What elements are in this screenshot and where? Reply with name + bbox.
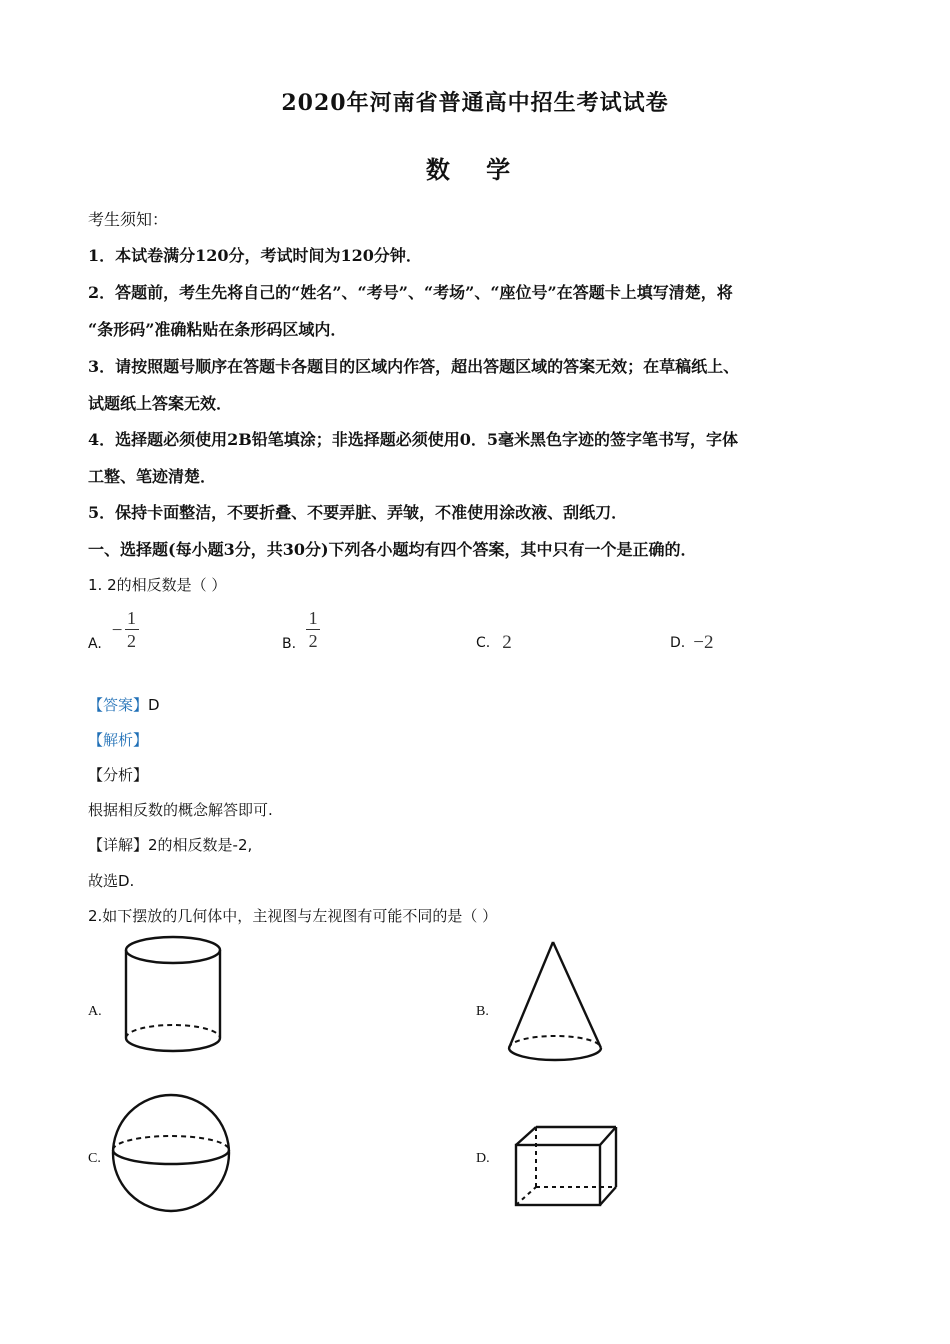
- q1-option-b-label: B.: [282, 636, 297, 652]
- q1-option-a-label: A.: [88, 636, 102, 652]
- note-2b: “条形码”准确粘贴在条形码区域内．: [88, 320, 347, 339]
- fraction-bar: [306, 629, 320, 630]
- q1-option-b-denominator: 2: [308, 630, 318, 651]
- q1-option-c-label: C.: [476, 635, 491, 651]
- q1-detail: [88, 834, 252, 855]
- q1-option-a: [88, 606, 139, 652]
- q1-option-a-denominator: 2: [127, 630, 136, 651]
- note-3a: 3．请按照题号顺序在答题卡各题目的区域内作答，超出答题区域的答案无效；在草稿纸上、: [88, 357, 740, 376]
- detail-tag: 【详解】: [88, 836, 149, 854]
- note-4b: 工整、笔迹清楚．: [88, 467, 217, 486]
- analysis-tag: 【解析】: [88, 731, 149, 749]
- exam-title: 2020年河南省普通高中招生考试试卷: [281, 90, 669, 116]
- fenxi-tag: 【分析】: [88, 766, 149, 784]
- q1-option-d: [670, 632, 713, 654]
- cylinder-figure: [118, 932, 228, 1062]
- q1-stem: 1. 2的相反数是（ ）: [88, 576, 227, 594]
- section1-heading: 一、选择题(每小题3分，共30分)下列各小题均有四个答案，其中只有一个是正确的．: [88, 540, 697, 559]
- q2-option-a-label: A.: [88, 1004, 102, 1019]
- q1-answer: [88, 694, 160, 715]
- sphere-figure: [106, 1092, 236, 1214]
- q1-option-d-label: D.: [670, 635, 686, 651]
- q2-stem: 2.如下摆放的几何体中，主视图与左视图有可能不同的是（ ）: [88, 907, 498, 925]
- q1-option-a-fraction: [125, 608, 139, 651]
- note-1: 1．本试卷满分120分，考试时间为120分钟．: [88, 246, 422, 265]
- q1-option-a-sign: −: [111, 620, 123, 641]
- q1-conclusion: 故选D.: [88, 872, 135, 890]
- note-5: 5．保持卡面整洁，不要折叠、不要弄脏、弄皱，不准使用涂改液、刮纸刀．: [88, 503, 628, 522]
- cone-figure: [505, 938, 605, 1068]
- q1-option-b-numerator: 1: [308, 607, 318, 628]
- answer-value: D: [148, 696, 160, 714]
- q1-option-d-value: −2: [693, 632, 714, 653]
- subject-title: 数 学: [425, 155, 525, 184]
- q2-option-b-label: B.: [476, 1004, 489, 1019]
- q1-option-c: [476, 632, 512, 654]
- q1-option-b-fraction: [306, 608, 320, 651]
- fenxi-text: 根据相反数的概念解答即可.: [88, 801, 273, 819]
- note-4a: 4．选择题必须使用2B铅笔填涂；非选择题必须使用0．5毫米黑色字迹的签字笔书写，字体: [88, 430, 739, 449]
- cuboid-figure: [512, 1123, 622, 1211]
- fraction-bar: [125, 629, 139, 630]
- q1-option-c-value: 2: [502, 632, 512, 653]
- notes-heading: 考生须知：: [88, 210, 169, 229]
- note-2a: 2．答题前，考生先将自己的“姓名”、“考号”、“考场”、“座位号”在答题卡上填写清楚，将: [88, 283, 733, 302]
- q2-option-d-label: D.: [476, 1151, 490, 1166]
- q1-option-b: [282, 606, 320, 652]
- q2-option-c-label: C.: [88, 1151, 101, 1166]
- q1-option-a-numerator: 1: [127, 607, 136, 628]
- note-3b: 试题纸上答案无效．: [88, 394, 233, 413]
- detail-text: 2的相反数是-2,: [148, 836, 253, 854]
- answer-tag: 【答案】: [88, 696, 149, 714]
